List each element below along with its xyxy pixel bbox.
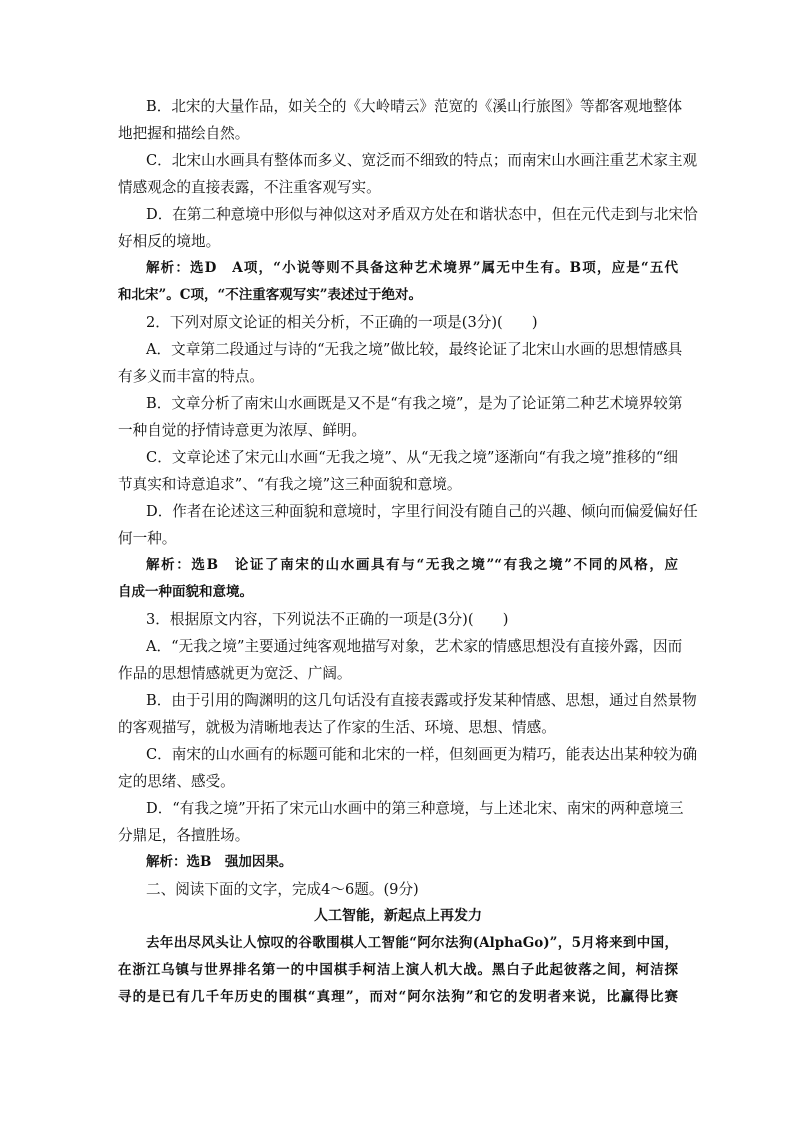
text-line: 地把握和描绘自然。	[118, 125, 250, 142]
analysis-line: 解析：选B 强加因果。	[146, 854, 293, 870]
passage-line: 在浙江乌镇与世界排名第一的中国棋手柯洁上演人机大战。黑白子此起彼落之间，柯洁探	[118, 962, 678, 978]
text-line: B．由于引用的陶渊明的这几句话没有直接表露或抒发某种情感、思想，通过自然景物	[146, 692, 697, 709]
text-line: 定的思绪、感受。	[118, 773, 235, 790]
question-line: 2．下列对原文论证的相关分析，不正确的一项是(3分)( )	[146, 314, 538, 331]
document-page	[118, 93, 698, 1011]
text-line: B．文章分析了南宋山水画既是又不是“有我之境”，是为了论证第二种艺术境界较第	[146, 395, 683, 412]
text-line: C．文章论述了宋元山水画“无我之境”、从“无我之境”逐渐向“有我之境”推移的“细	[146, 449, 678, 466]
text-line: 好相反的境地。	[118, 233, 221, 250]
analysis-line: 解析：选B 论证了南宋的山水画具有与“无我之境”“有我之境”不同的风格，应	[146, 557, 678, 573]
analysis-line: 自成一种面貌和意境。	[118, 584, 253, 600]
passage-line: 去年出尽风头让人惊叹的谷歌围棋人工智能“阿尔法狗(AlphaGo)”，5月将来到中国，	[146, 935, 678, 951]
article-title: 人工智能，新起点上再发力	[314, 908, 482, 924]
text-line: C．南宋的山水画有的标题可能和北宋的一样，但刻画更为精巧，能表达出某种较为确	[146, 746, 698, 763]
text-line: 节真实和诗意追求”、“有我之境”这三种面貌和意境。	[118, 476, 462, 493]
text-line: C．北宋山水画具有整体而多义、宽泛而不细致的特点；而南宋山水画注重艺术家主观	[146, 152, 698, 169]
text-line: 情感观念的直接表露，不注重客观写实。	[118, 179, 381, 196]
text-line: A．文章第二段通过与诗的“无我之境”做比较，最终论证了北宋山水画的思想情感具	[146, 341, 683, 358]
text-line: 何一种。	[118, 530, 177, 547]
text-line: A．“无我之境”主要通过纯客观地描写对象，艺术家的情感思想没有直接外露，因而	[146, 638, 683, 655]
text-line: 作品的思想情感就更为宽泛、广阔。	[118, 665, 352, 682]
text-line: 分鼎足，各擅胜场。	[118, 827, 250, 844]
analysis-line: 解析：选D A项，“小说等则不具备这种艺术境界”属无中生有。B项，应是“五代	[146, 260, 678, 276]
section-heading: 二、阅读下面的文字，完成4～6题。(9分)	[146, 881, 419, 898]
text-line: B．北宋的大量作品，如关仝的《大岭晴云》范宽的《溪山行旅图》等都客观地整体	[146, 98, 683, 115]
text-line: D．在第二种意境中形似与神似这对矛盾双方处在和谐状态中，但在元代走到与北宋恰	[146, 206, 698, 223]
text-line: D．作者在论述这三种面貌和意境时，字里行间没有随自己的兴趣、倾向而偏爱偏好任	[146, 503, 698, 520]
analysis-line: 和北宋”。C项，“不注重客观写实”表述过于绝对。	[118, 287, 423, 303]
question-line: 3．根据原文内容，下列说法不正确的一项是(3分)( )	[146, 611, 509, 628]
text-line: 一种自觉的抒情诗意更为浓厚、鲜明。	[118, 422, 367, 439]
passage-line: 寻的是已有几千年历史的围棋“真理”，而对“阿尔法狗”和它的发明者来说，比赢得比赛	[118, 989, 678, 1005]
text-line: 有多义而丰富的特点。	[118, 368, 264, 385]
text-line: D．“有我之境”开拓了宋元山水画中的第三种意境，与上述北宋、南宋的两种意境三	[146, 800, 684, 817]
text-line: 的客观描写，就极为清晰地表达了作家的生活、环境、思想、情感。	[118, 719, 556, 736]
